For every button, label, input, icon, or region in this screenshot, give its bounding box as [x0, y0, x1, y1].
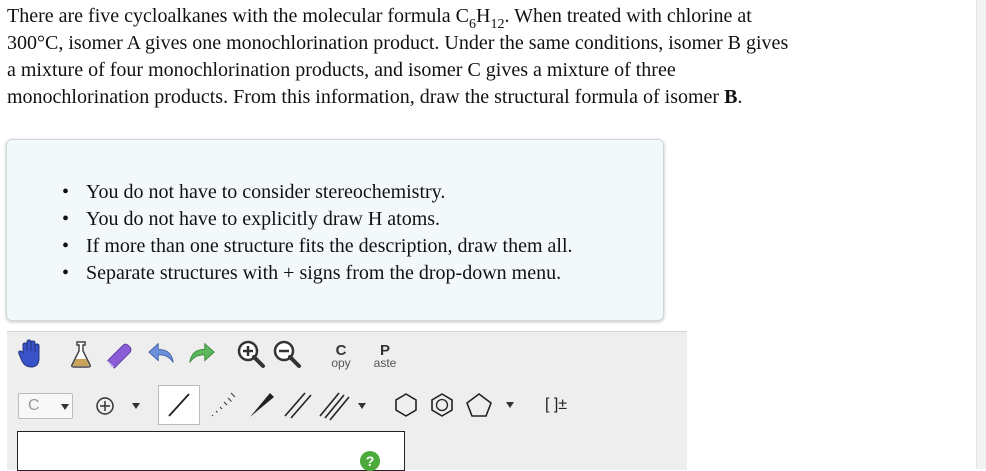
paste-letter: P: [379, 341, 390, 359]
pentagon-ring-icon: [464, 391, 494, 419]
zoom-in-icon: [236, 339, 266, 369]
undo-icon: [147, 339, 177, 369]
wedge-bond-button[interactable]: [244, 387, 278, 423]
bullet: •: [62, 262, 70, 284]
chevron-down-icon: [506, 402, 514, 408]
eraser-tool-button[interactable]: [104, 339, 134, 369]
chevron-down-icon: [132, 403, 140, 409]
bullet: •: [62, 208, 70, 230]
benzene-button[interactable]: [426, 389, 458, 421]
question-line1: There are five cycloalkanes with the molecular formula C: [7, 5, 470, 27]
paste-label: aste: [373, 355, 397, 370]
triple-bond-icon: [316, 387, 352, 423]
instruction-item: [7, 206, 573, 233]
question-line2: 300°C, isomer A gives one monochlorination product. Under the same conditions, isomer B gives: [7, 32, 789, 54]
instruction-text: You do not have to explicitly draw H atoms.: [86, 208, 441, 230]
redo-button[interactable]: [186, 339, 216, 369]
benzene-ring-icon: [428, 391, 456, 419]
isomer-b-label: B: [724, 86, 738, 108]
zoom-out-icon: [272, 339, 302, 369]
single-bond-icon: [159, 386, 199, 424]
ring-select[interactable]: [462, 389, 522, 421]
eraser-icon: [104, 339, 134, 369]
wedge-bond-icon: [244, 387, 278, 423]
question-text: [7, 3, 967, 111]
zoom-in-button[interactable]: [236, 339, 266, 369]
instruction-item: [7, 179, 573, 206]
chevron-down-icon: [61, 404, 69, 410]
question-line1-suffix: . When treated with chlorine at: [504, 5, 752, 27]
hashed-wedge-bond-icon: [204, 387, 240, 423]
instructions-list: [7, 179, 573, 287]
question-line4-suffix: .: [737, 86, 743, 108]
hand-icon: [17, 339, 45, 369]
atom-select[interactable]: [18, 393, 73, 419]
charge-select[interactable]: [88, 393, 148, 419]
page-scrollbar[interactable]: [976, 0, 986, 469]
bullet: •: [62, 235, 70, 257]
flask-icon: [68, 339, 94, 369]
formula-h: H: [476, 5, 491, 27]
charge-plus-icon: [92, 393, 118, 419]
instruction-item: [7, 260, 573, 287]
redo-icon: [186, 339, 216, 369]
instruction-text: Separate structures with + signs from the drop-down menu.: [86, 262, 562, 284]
instruction-text: You do not have to consider stereochemistry.: [86, 181, 446, 203]
formula-subscript-12: 12: [490, 17, 505, 32]
single-bond-button[interactable]: [158, 385, 200, 425]
bracket-label: [ ]±: [544, 396, 568, 413]
triple-bond-select[interactable]: [316, 387, 366, 423]
bracket-button[interactable]: [536, 391, 576, 419]
instruction-text: If more than one structure fits the description, draw them all.: [86, 235, 573, 257]
question-line4: monochlorination products. From this information, draw the structural formula of isomer: [7, 86, 725, 108]
double-bond-icon: [280, 387, 314, 423]
question-line3: a mixture of four monochlorination products, and isomer C gives a mixture of three: [7, 59, 676, 81]
drawing-canvas[interactable]: [17, 431, 405, 471]
copy-button[interactable]: [325, 340, 357, 372]
dashed-bond-button[interactable]: [204, 387, 240, 423]
help-button[interactable]: [360, 451, 380, 471]
copy-label: opy: [331, 355, 351, 370]
double-bond-button[interactable]: [280, 387, 314, 423]
paste-button[interactable]: [366, 340, 404, 372]
undo-button[interactable]: [147, 339, 177, 369]
cyclohexane-button[interactable]: [390, 389, 422, 421]
hexagon-ring-icon: [392, 391, 420, 419]
instructions-box: [6, 139, 664, 321]
clear-tool-button[interactable]: [66, 339, 96, 369]
copy-letter: C: [335, 341, 347, 359]
chevron-down-icon: [358, 403, 366, 409]
hand-tool-button[interactable]: [16, 339, 46, 369]
instruction-item: [7, 233, 573, 260]
formula-subscript-6: 6: [469, 17, 477, 32]
help-icon: ?: [365, 453, 375, 469]
atom-select-value: C: [28, 397, 40, 414]
zoom-out-button[interactable]: [272, 339, 302, 369]
bullet: •: [62, 181, 70, 203]
